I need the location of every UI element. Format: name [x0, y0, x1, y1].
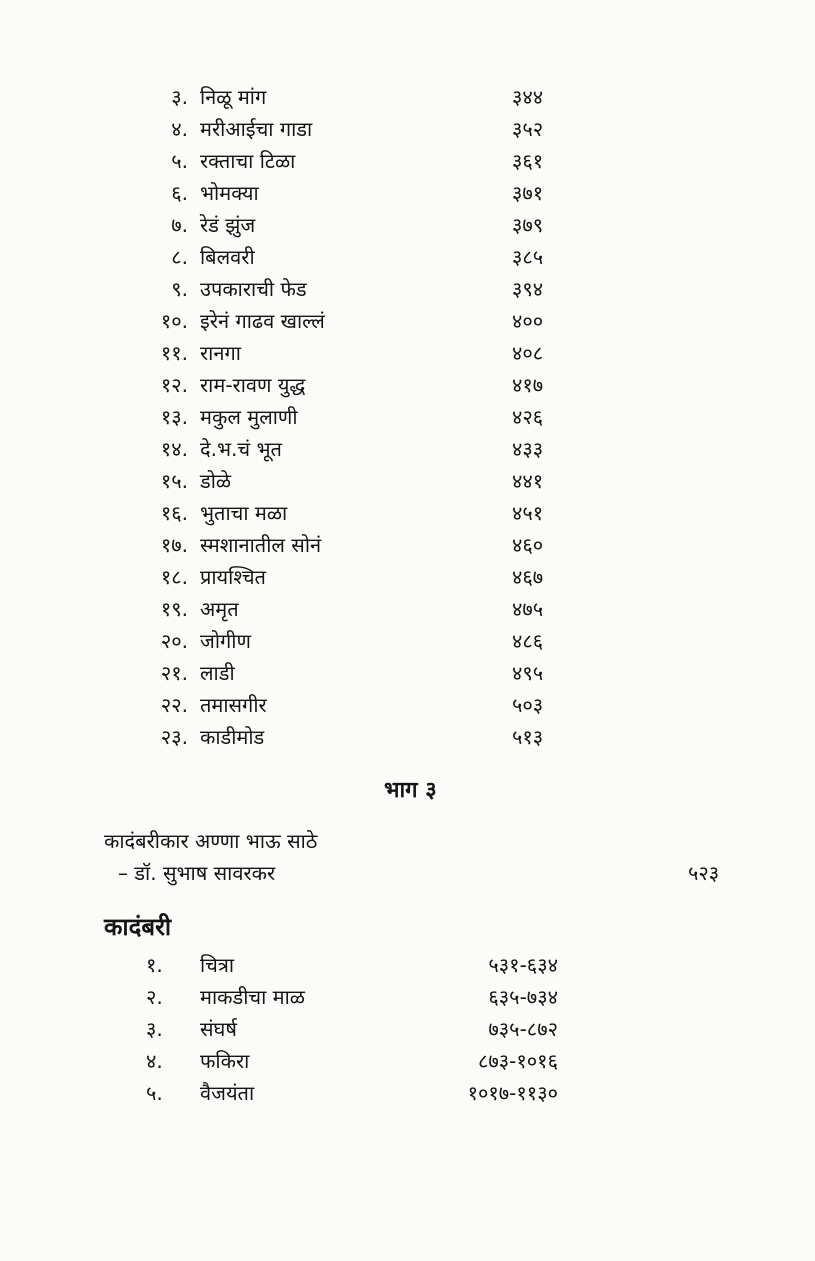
- novel-title: संघर्ष: [200, 1017, 237, 1041]
- entry-page: ४४१: [512, 469, 544, 493]
- list-item: [0, 146, 815, 176]
- entry-page: ४०८: [512, 341, 544, 365]
- list-item: [0, 498, 815, 528]
- entry-title: रेडं झुंज: [200, 213, 256, 237]
- list-item: [0, 434, 815, 464]
- novel-title: चित्रा: [200, 953, 235, 977]
- novel-number: २.: [146, 985, 163, 1009]
- entry-page: ३७१: [512, 181, 544, 205]
- entry-number: ५.: [171, 149, 188, 173]
- entry-title: भुताचा मळा: [200, 501, 288, 525]
- entry-page: ४६७: [512, 565, 544, 589]
- essay-page: ५२३: [688, 861, 720, 885]
- entry-number: १९.: [160, 597, 188, 621]
- entry-number: २२.: [160, 693, 188, 717]
- list-item: [0, 722, 815, 752]
- entry-page: ३५२: [512, 117, 544, 141]
- entry-number: १८.: [160, 565, 188, 589]
- novel-title: माकडीचा माळ: [200, 985, 305, 1009]
- novel-pages: ८७३-१०१६: [477, 1049, 558, 1073]
- entry-title: लाडी: [200, 661, 235, 685]
- entry-number: ७.: [171, 213, 188, 237]
- novel-pages: ५३१-६३४: [488, 953, 558, 977]
- entry-page: ३६१: [512, 149, 544, 173]
- list-item: [0, 114, 815, 144]
- novel-title: फकिरा: [200, 1049, 250, 1073]
- entry-page: ३७९: [512, 213, 544, 237]
- list-item: [0, 658, 815, 688]
- essay-title: कादंबरीकार अण्णा भाऊ साठे: [104, 829, 318, 853]
- list-item: [0, 274, 815, 304]
- entry-number: ८.: [171, 245, 188, 269]
- entry-number: १०.: [160, 309, 188, 333]
- entry-title: दे.भ.चं भूत: [200, 437, 282, 461]
- entry-number: १५.: [160, 469, 188, 493]
- novel-number: ४.: [146, 1049, 163, 1073]
- entry-title: जोगीण: [200, 629, 251, 653]
- list-item: [0, 562, 815, 592]
- entry-number: ३.: [171, 85, 188, 109]
- entry-title: डोळे: [200, 469, 232, 493]
- entry-page: ४७५: [512, 597, 544, 621]
- entry-page: ३८५: [512, 245, 544, 269]
- list-item: [0, 982, 815, 1012]
- list-item: [0, 370, 815, 400]
- list-item: [0, 950, 815, 980]
- list-item: [0, 82, 815, 112]
- entry-title: स्मशानातील सोनं: [200, 533, 322, 557]
- novel-pages: ६३५-७३४: [488, 985, 558, 1009]
- essay-author: – डॉ. सुभाष सावरकर: [118, 861, 276, 885]
- entry-number: २०.: [160, 629, 188, 653]
- list-item: [0, 626, 815, 656]
- entry-number: १४.: [160, 437, 188, 461]
- list-item: [0, 530, 815, 560]
- entry-number: ११.: [160, 341, 188, 365]
- entry-title: तमासगीर: [200, 693, 267, 717]
- list-item: [0, 1014, 815, 1044]
- entry-title: राम-रावण युद्ध: [200, 373, 306, 397]
- part-heading: भाग ३: [384, 778, 437, 803]
- entry-number: १७.: [160, 533, 188, 557]
- entry-title: प्रायश्चित: [200, 565, 266, 589]
- novel-pages: १०१७-११३०: [467, 1081, 558, 1105]
- entry-title: मरीआईचा गाडा: [200, 117, 313, 141]
- list-item: [0, 594, 815, 624]
- novel-number: ५.: [146, 1081, 163, 1105]
- entry-title: अमृत: [200, 597, 239, 621]
- entry-number: १६.: [160, 501, 188, 525]
- entry-number: ४.: [171, 117, 188, 141]
- entry-title: काडीमोड: [200, 725, 265, 749]
- novel-number: ३.: [146, 1017, 163, 1041]
- entry-page: ३४४: [512, 85, 544, 109]
- novels-heading: कादंबरी: [104, 913, 172, 941]
- entry-page: ४५१: [512, 501, 544, 525]
- entry-page: ४६०: [512, 533, 544, 557]
- list-item: [0, 242, 815, 272]
- entry-page: ५०३: [512, 693, 544, 717]
- list-item: [0, 178, 815, 208]
- entry-number: ६.: [171, 181, 188, 205]
- entry-page: ५१३: [512, 725, 544, 749]
- entry-title: इरेनं गाढव खाल्लं: [200, 309, 325, 333]
- entry-page: ४३३: [512, 437, 544, 461]
- entry-page: ४२६: [512, 405, 544, 429]
- novel-number: १.: [146, 953, 163, 977]
- entry-number: २३.: [160, 725, 188, 749]
- entry-page: ४००: [512, 309, 544, 333]
- novel-title: वैजयंता: [200, 1081, 255, 1105]
- entry-page: ४९५: [512, 661, 544, 685]
- entry-page: ३९४: [512, 277, 544, 301]
- entry-title: रक्ताचा टिळा: [200, 149, 296, 173]
- entry-title: रानगा: [200, 341, 241, 365]
- novel-pages: ७३५-८७२: [488, 1017, 558, 1041]
- list-item: [0, 402, 815, 432]
- entry-title: भोमक्या: [200, 181, 259, 205]
- entry-number: १२.: [160, 373, 188, 397]
- entry-number: ९.: [171, 277, 188, 301]
- entry-page: ४८६: [512, 629, 544, 653]
- list-item: [0, 338, 815, 368]
- entry-number: १३.: [160, 405, 188, 429]
- entry-title: उपकाराची फेड: [200, 277, 307, 301]
- list-item: [0, 306, 815, 336]
- entry-number: २१.: [160, 661, 188, 685]
- list-item: [0, 466, 815, 496]
- list-item: [0, 1078, 815, 1108]
- list-item: [0, 210, 815, 240]
- list-item: [0, 690, 815, 720]
- entry-title: बिलवरी: [200, 245, 255, 269]
- list-item: [0, 1046, 815, 1076]
- entry-title: मकुल मुलाणी: [200, 405, 298, 429]
- entry-page: ४१७: [512, 373, 544, 397]
- entry-title: निळू मांग: [200, 85, 267, 109]
